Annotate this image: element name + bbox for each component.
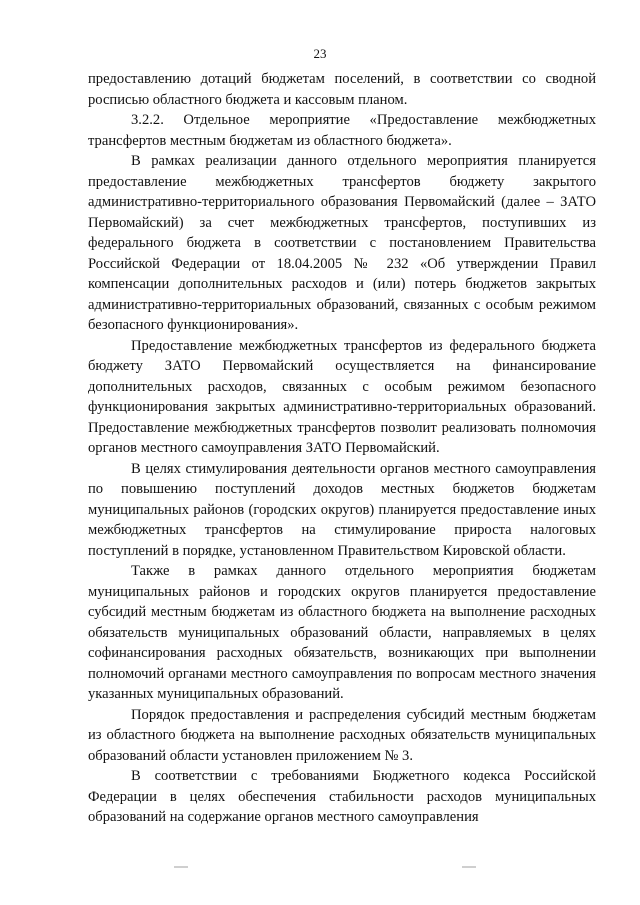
scan-artifact-mark [462, 866, 476, 868]
scan-artifact-mark [174, 866, 188, 868]
paragraph: Порядок предоставления и распределения субсидий местным бюджетам из областного бюджета на выполнение расходных обязательств муниципальных образований области установлен приложением № 3. [88, 706, 596, 764]
paragraph: В целях стимулирования деятельности органов местного самоуправления по повышению поступлений доходов местных бюджетов бюджетам муниципальных районов (городских округов) планируется предоставление иных межбюджетных трансфертов на стимулирование прироста налоговых поступлений в порядке, установленном Правительством Кировской области. [88, 460, 596, 559]
page-number: 23 [313, 46, 327, 61]
paragraph-continuation: предоставлению дотаций бюджетам поселений, в соответствии со сводной росписью областного бюджета и кассовым планом. [88, 71, 596, 108]
paragraph: В соответствии с требованиями Бюджетного кодекса Российской Федерации в целях обеспечения стабильности расходов муниципальных образований на содержание органов местного самоуправления [88, 768, 596, 825]
document-body [88, 69, 596, 828]
paragraph: Также в рамках данного отдельного мероприятия бюджетам муниципальных районов и городских округов планируется предоставление субсидий местным бюджетам из областного бюджета на выполнение расходных обязательств муниципальных образований области, направляемых в целях софинансирования расходных обязательств, возникающих при выполнении полномочий органами местного самоуправления по вопросам местного значения указанных муниципальных образований. [88, 563, 596, 702]
paragraph: Предоставление межбюджетных трансфертов из федерального бюджета бюджету ЗАТО Первомайский осуществляется на финансирование дополнительных расходов, связанных с особым режимом безопасного функционирования закрытых административно-территориальных образований. Предоставление межбюджетных трансфертов позволит реализовать полномочия органов местного самоуправления ЗАТО Первомайский. [88, 337, 596, 456]
paragraph: В рамках реализации данного отдельного мероприятия планируется предоставление межбюджетных трансфертов бюджету закрытого административно-территориального образования Первомайский (далее – ЗАТО Первомайский) за счет межбюджетных трансфертов, поступивших из федерального бюджета в соответствии с постановлением Правительства Российской Федерации от 18.04.2005 № 232 «Об утверждении Правил компенсации дополнительных расходов и (или) потерь бюджетов закрытых административно-территориальных образований, связанных с особым режимом безопасного функционирования». [88, 153, 596, 333]
paragraph-section-heading: 3.2.2. Отдельное мероприятие «Предоставление межбюджетных трансфертов местным бюджетам из областного бюджета». [88, 112, 596, 149]
